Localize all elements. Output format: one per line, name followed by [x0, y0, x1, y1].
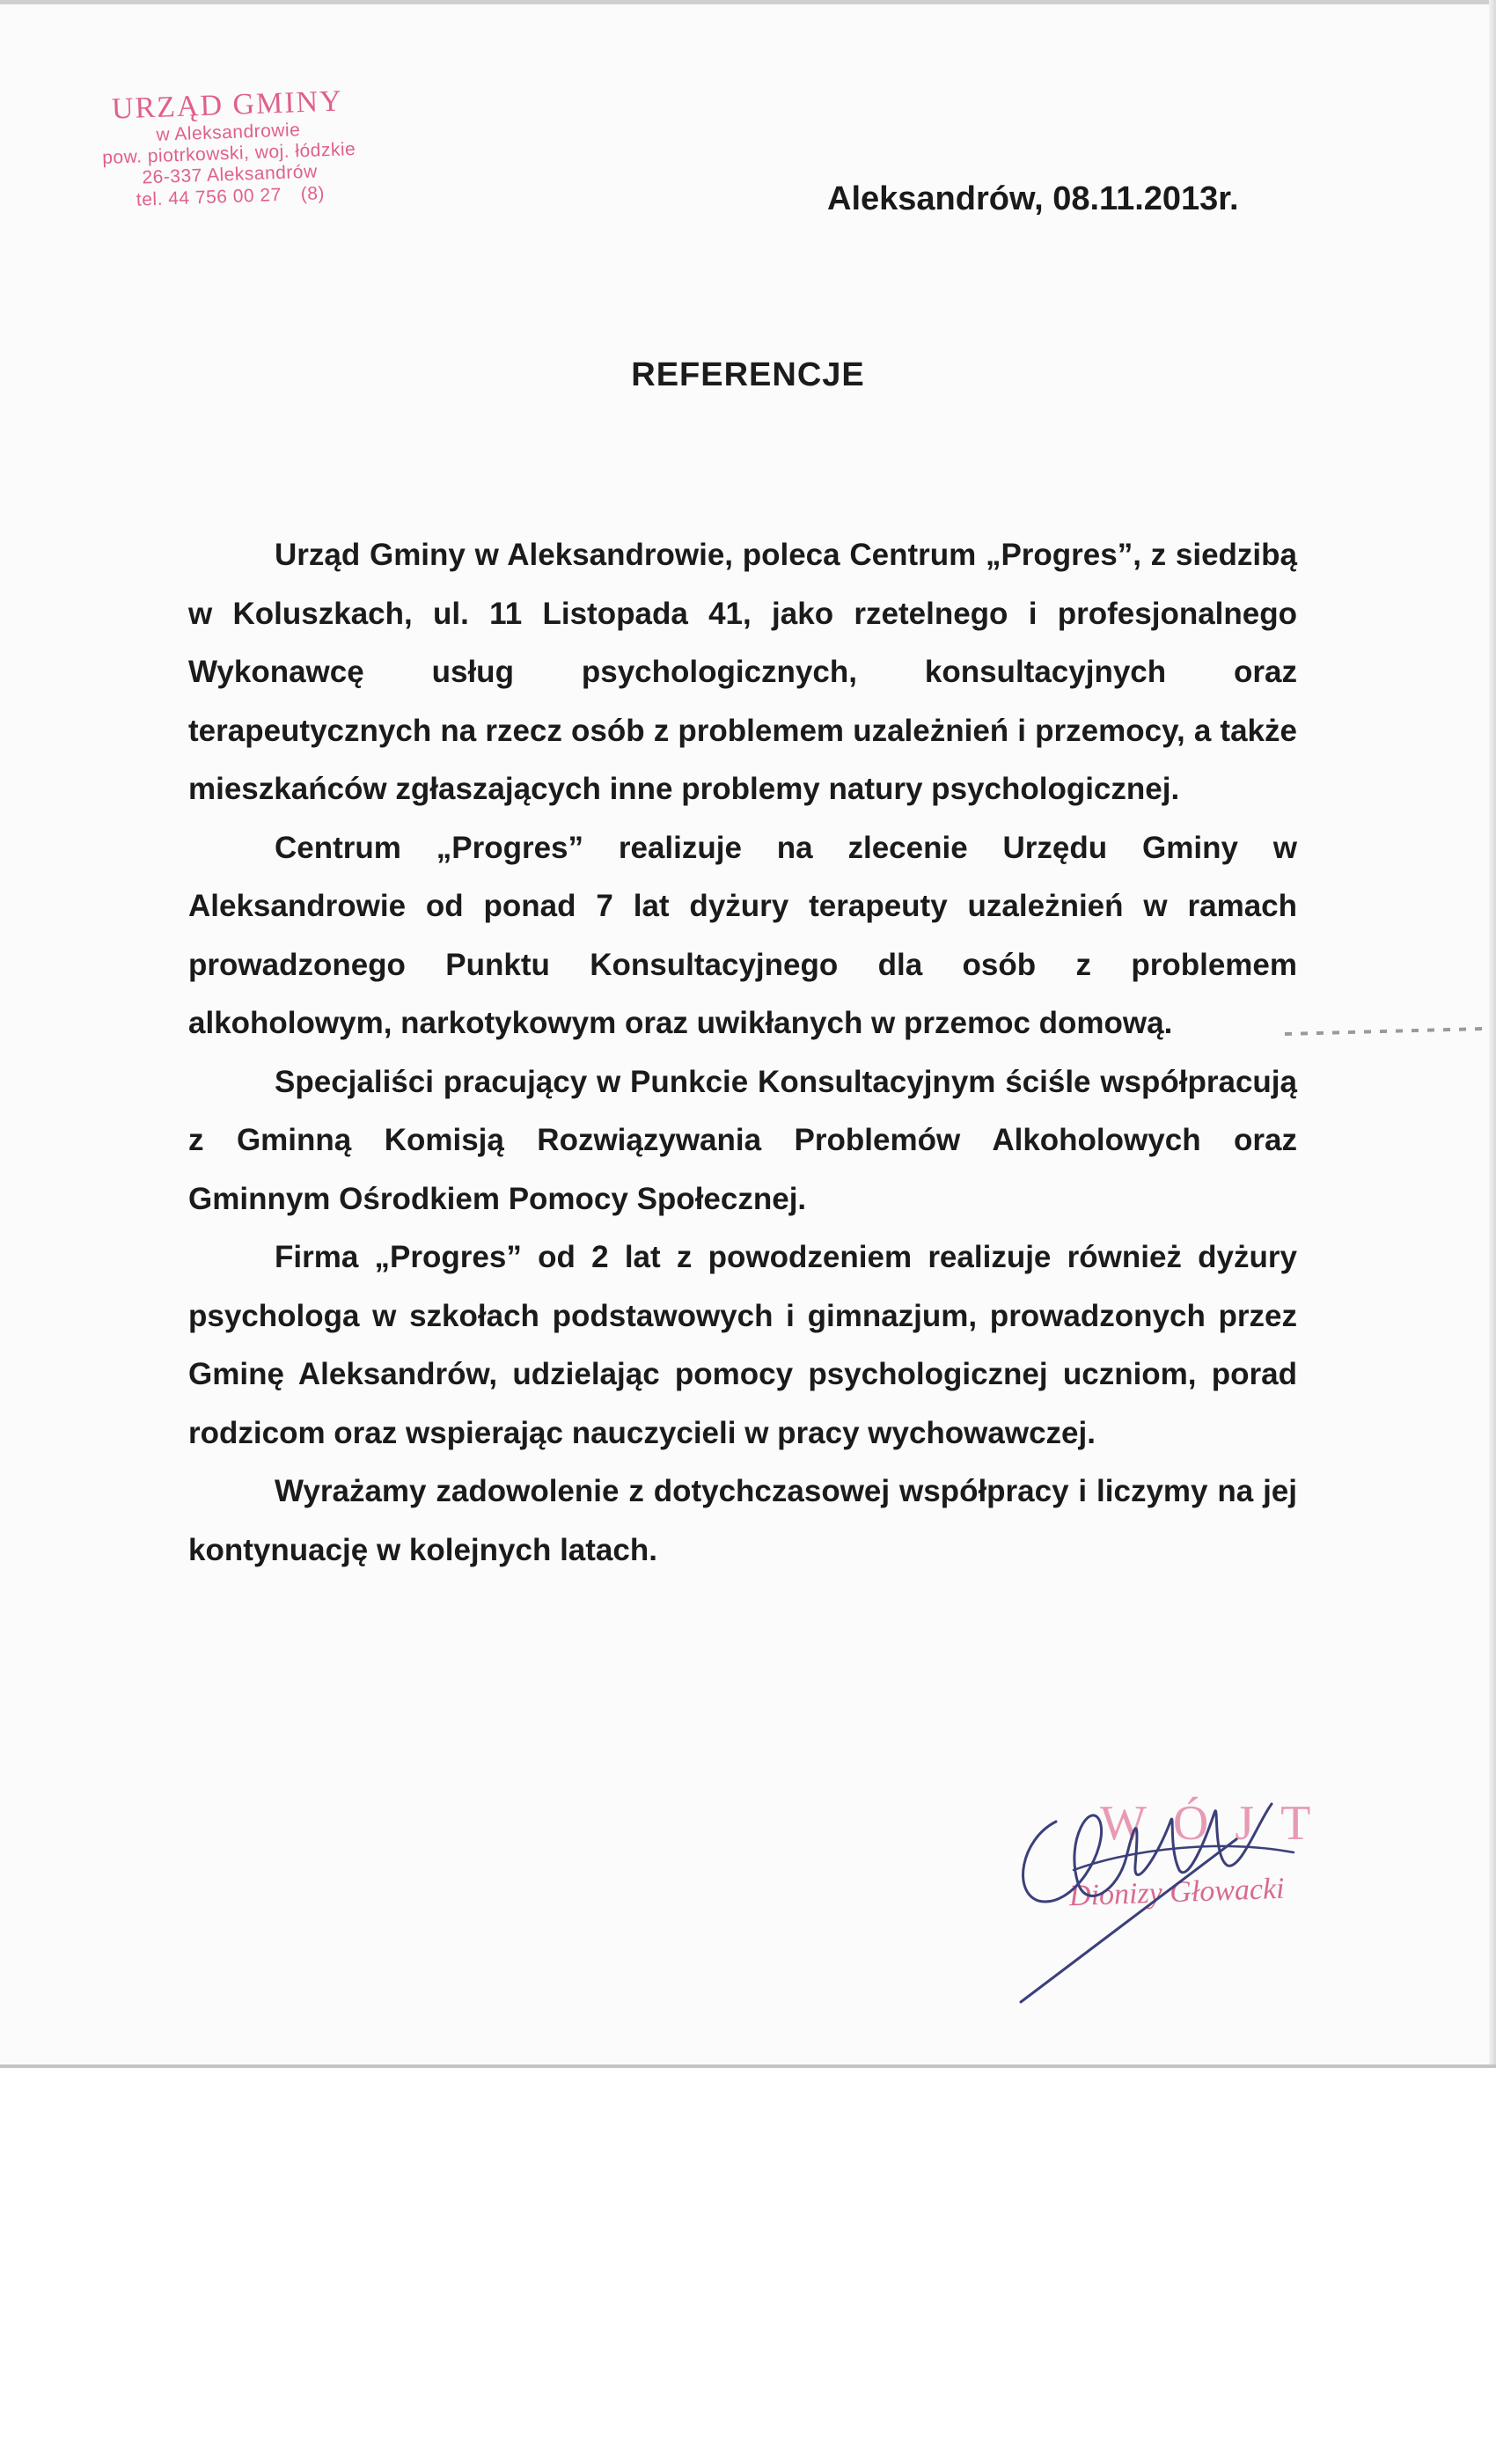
stamp-line-1: w Aleksandrowie [156, 120, 301, 145]
stamp-phone-ext: (8) [300, 182, 326, 204]
mayor-title-stamp: WÓJT [1100, 1796, 1338, 1851]
letter-title: REFERENCJE [631, 356, 865, 393]
paragraph-5: Wyrażamy zadowolenie z dotychczasowej współpracy i liczymy na jej kontynuację w kolejnych latach. [188, 1474, 1297, 1567]
stamp-line-3: 26-337 Aleksandrów [142, 161, 319, 188]
letter-body [188, 526, 1297, 1580]
scan-artifact-dashes [1285, 1027, 1483, 1036]
signature-stroke-cross [1074, 1846, 1294, 1870]
scan-top-edge [0, 0, 1496, 4]
letter-date: Aleksandrów, 08.11.2013r. [827, 180, 1239, 217]
handwritten-signature [1003, 1786, 1355, 2006]
mayor-name-stamp: Dionizy Głowacki [1068, 1872, 1286, 1913]
stamp-office-name: URZĄD GMINY [111, 84, 344, 126]
paragraph-1: Urząd Gminy w Aleksandrowie, poleca Centrum „Progres”, z siedzibą w Koluszkach, ul. 11 Listopada 41, jako rzetelnego i profesjonalnego Wykonawcę usług psychologicznych, konsultacyjnych oraz terapeutycznych na rzecz osób z problemem uzależnień i przemocy, a także mieszkańców zgłaszających inne problemy natury psychologicznej. [188, 538, 1297, 806]
stamp-line-2: pow. piotrkowski, woj. łódzkie [101, 139, 356, 169]
signature-stroke-tail [1021, 1839, 1236, 2002]
paragraph-4: Firma „Progres” od 2 lat z powodzeniem realizuje również dyżury psychologa w szkołach podstawowych i gimnazjum, prowadzonych przez Gminę Aleksandrów, udzielając pomocy psychologicznej uczniom, porad rodzicom oraz wspierając nauczycieli w pracy wychowawczej. [188, 1240, 1297, 1450]
stamp-phone: tel. 44 756 00 27 [136, 184, 282, 210]
office-address-stamp [69, 83, 390, 213]
scan-bottom-edge [0, 2064, 1496, 2068]
scan-right-edge [1489, 0, 1496, 2068]
paragraph-2: Centrum „Progres” realizuje na zlecenie Urzędu Gminy w Aleksandrowie od ponad 7 lat dyżury terapeuty uzależnień w ramach prowadzonego Punktu Konsultacyjnego dla osób z problemem alkoholowym, narkotykowym oraz uwikłanych w przemoc domową. [188, 830, 1297, 1040]
paragraph-3: Specjaliści pracujący w Punkcie Konsultacyjnym ściśle współpracują z Gminną Komisją Rozwiązywania Problemów Alkoholowych oraz Gminnym Ośrodkiem Pomocy Społecznej. [188, 1064, 1297, 1216]
